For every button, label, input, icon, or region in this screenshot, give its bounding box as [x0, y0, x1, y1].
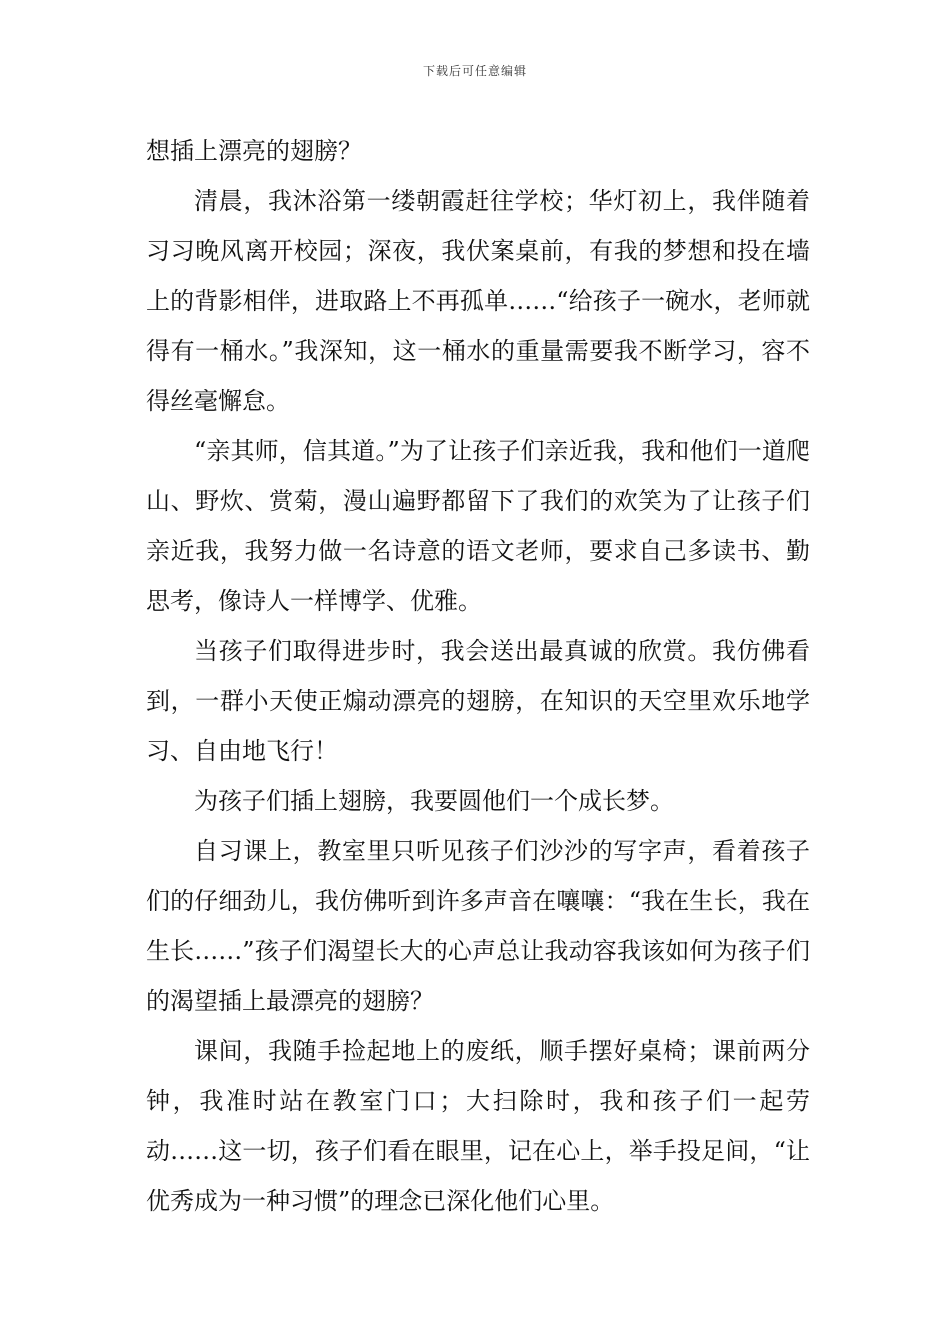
paragraph-7: 课间，我随手捡起地上的废纸，顺手摆好桌椅；课前两分钟，我准时站在教室门口；大扫除时，我和孩子们一起劳动……这一切，孩子们看在眼里，记在心上，举手投足间，“让优秀成为一种习惯”的理念已深化他们心里。 — [146, 1037, 810, 1215]
page-header: 下载后可任意编辑 — [422, 64, 527, 78]
paragraph-3: “亲其师，信其道。”为了让孩子们亲近我，我和他们一道爬山、野炊、赏菊，漫山遍野都留下了我们的欢笑为了让孩子们亲近我，我努力做一名诗意的语文老师，要求自己多读书、勤思考，像诗人一样博学、优雅。 — [146, 437, 810, 615]
document-body — [146, 126, 810, 1226]
paragraph-6: 自习课上，教室里只听见孩子们沙沙的写字声，看着孩子们的仔细劲儿，我仿佛听到许多声音在嚷嚷：“我在生长，我在生长……”孩子们渴望长大的心声总让我动容我该如何为孩子们的渴望插上最漂亮的翅膀？ — [146, 837, 810, 1015]
paragraph-5: 为孩子们插上翅膀，我要圆他们一个成长梦。 — [194, 787, 674, 815]
paragraph-1: 想插上漂亮的翅膀？ — [146, 137, 362, 165]
paragraph-4: 当孩子们取得进步时，我会送出最真诚的欣赏。我仿佛看到，一群小天使正煽动漂亮的翅膀，在知识的天空里欢乐地学习、自由地飞行！ — [146, 637, 810, 765]
paragraph-2: 清晨，我沐浴第一缕朝霞赶往学校；华灯初上，我伴随着习习晚风离开校园；深夜，我伏案桌前，有我的梦想和投在墙上的背影相伴，进取路上不再孤单……“给孩子一碗水，老师就得有一桶水。”我深知，这一桶水的重量需要我不断学习，容不得丝毫懈怠。 — [146, 187, 810, 415]
